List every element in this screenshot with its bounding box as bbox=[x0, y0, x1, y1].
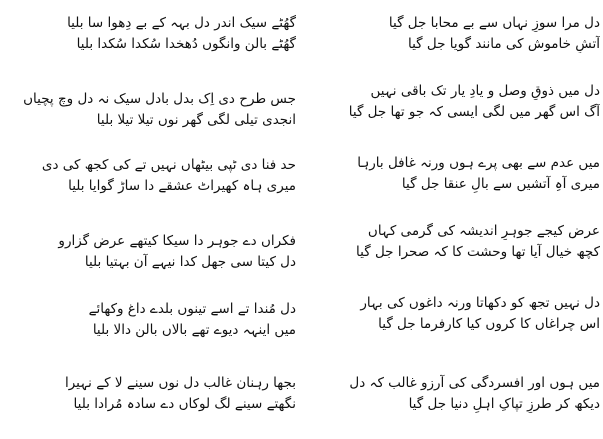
left-stanza-4-line-2: دل کیتا سی جھل کدا نیہے آن بہتیا بلیا bbox=[84, 254, 296, 270]
left-stanza-3-line-1: حد فنا دی ٹپی بیٹھاں نہیں تے کی کجھ کی دی bbox=[41, 157, 296, 173]
right-stanza-5-line-1: دل نہیں تجھ کو دکھاتا ورنہ داغوں کی بہار bbox=[360, 295, 600, 311]
right-stanza-6-line-2: دیکھ کر طرزِ تپاکِ اہلِ دنیا جل گیا bbox=[408, 396, 600, 412]
right-stanza-1-line-1: دل مرا سوزِ نہاں سے بے محابا جل گیا bbox=[388, 15, 600, 31]
left-stanza-5 bbox=[4, 300, 296, 339]
left-stanza-3-line-2: میری ہاہ کھیراٹ عشقے دا ساڑ گوایا بلیا bbox=[68, 178, 296, 194]
right-stanza-4-line-1: عرض کیجے جوہرِ اندیشہ کی گرمی کہاں bbox=[367, 223, 600, 239]
right-stanza-6-line-1: میں ہوں اور افسردگی کی آرزو غالب کہ دل bbox=[349, 375, 600, 391]
left-stanza-1-line-2: گھُٹے بالن وانگوں دُھخدا سُکدا سُکدا بلیا bbox=[76, 36, 296, 52]
left-stanza-2-line-1: جس طرح دی اِک بدل بادل سیک نہ دل وچ پچیاں bbox=[23, 91, 296, 107]
left-stanza-6 bbox=[4, 374, 296, 413]
left-stanza-6-line-1: بجھا رہنان غالب دل نوں سینے لا کے نہیرا bbox=[64, 375, 296, 391]
right-stanza-2-line-2: آگ اس گھر میں لگی ایسی کہ جو تھا جل گیا bbox=[348, 104, 600, 120]
left-stanza-2 bbox=[4, 90, 296, 129]
right-stanza-2 bbox=[308, 82, 600, 121]
left-stanza-5-line-2: میں اینہہ دیوے تھے بالاں بالن دالا بلیا bbox=[92, 322, 296, 338]
right-stanza-5 bbox=[308, 294, 600, 333]
right-stanza-4-line-2: کچھ خیال آیا تھا وحشت کا کہ صحرا جل گیا bbox=[356, 244, 600, 260]
left-stanza-4 bbox=[4, 232, 296, 271]
left-stanza-3 bbox=[4, 156, 296, 195]
right-stanza-2-line-1: دل میں ذوقِ وصل و یادِ یار تک باقی نہیں bbox=[370, 83, 600, 99]
urdu-original-column bbox=[308, 0, 600, 439]
right-stanza-3-line-2: میری آہِ آتشیں سے بالِ عنقا جل گیا bbox=[401, 176, 600, 192]
left-stanza-6-line-2: نگھتے سینے لگ لوکاں دے سادہ مُرادا بلیا bbox=[73, 396, 296, 412]
punjabi-translation-column bbox=[4, 0, 296, 439]
right-stanza-3 bbox=[308, 154, 600, 193]
left-stanza-4-line-1: فکراں دے جوہر دا سیکا کیتھے عرض گزارو bbox=[58, 233, 296, 249]
left-stanza-5-line-1: دل مُندا تے اسے تینوں بلدے داغ وکھائے bbox=[88, 301, 296, 317]
right-stanza-1-line-2: آتشِ خاموش کی مانند گویا جل گیا bbox=[407, 36, 600, 52]
right-stanza-5-line-2: اس چراغاں کا کروں کیا کارفرما جل گیا bbox=[378, 316, 600, 332]
right-stanza-4 bbox=[308, 222, 600, 261]
right-stanza-3-line-1: میں عدم سے بھی پرے ہوں ورنہ غافل بارہا bbox=[357, 155, 600, 171]
right-stanza-1 bbox=[308, 14, 600, 53]
left-stanza-1-line-1: گھُٹے سیک اندر دل بہہ کے بے دِھوا سا بلیا bbox=[67, 15, 296, 31]
left-stanza-2-line-2: انجدی تیلی لگی گھر نوں تیلا تیلا بلیا bbox=[96, 112, 296, 128]
right-stanza-6 bbox=[308, 374, 600, 413]
left-stanza-1 bbox=[4, 14, 296, 53]
